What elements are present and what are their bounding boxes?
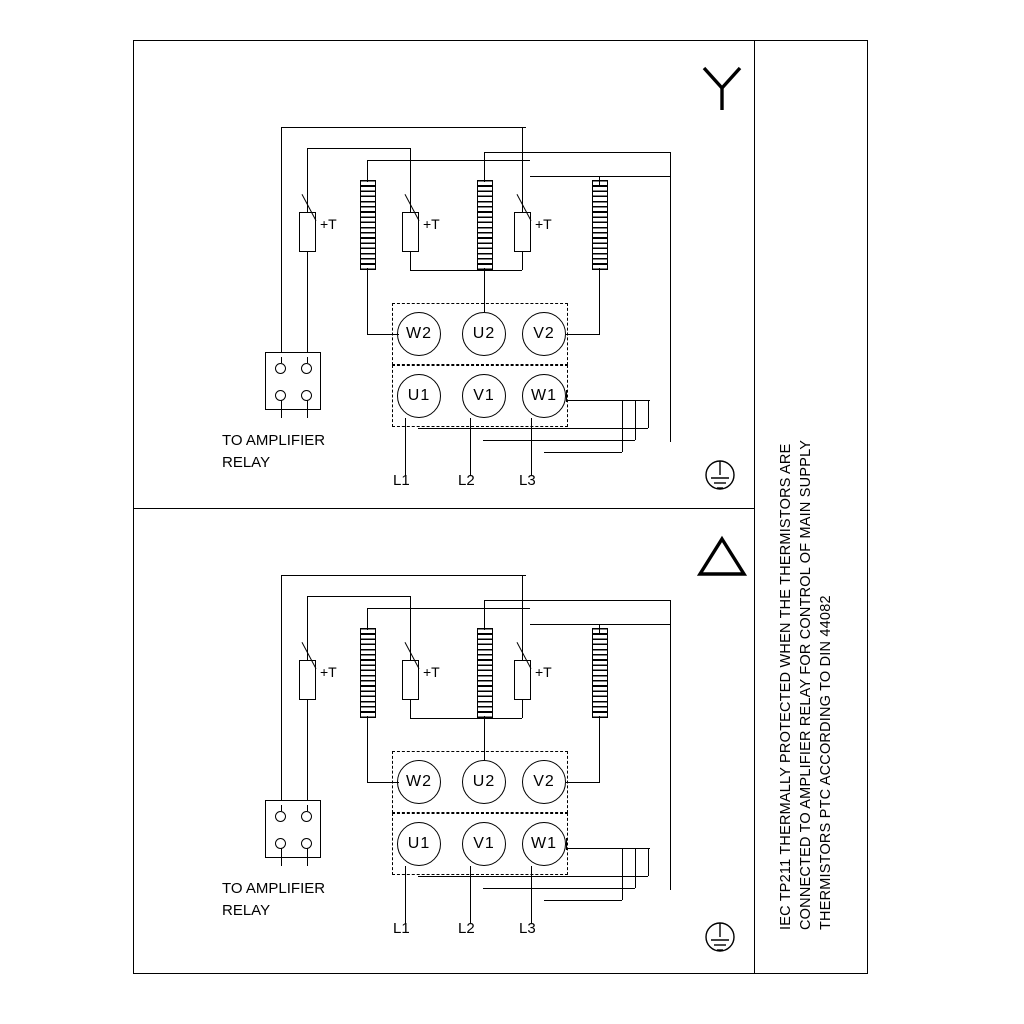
thermistor-lead-1a [307,148,308,213]
coil1-top-link [367,160,530,161]
thermistor-link-2-3 [410,718,522,719]
supply-label-l3: L3 [519,920,536,937]
terminal-v1[interactable]: V1 [462,374,506,418]
supply-label-l1: L1 [393,472,410,489]
bus-wire-1 [418,876,648,877]
delta-symbol-icon [696,534,748,578]
terminal-u1[interactable]: U1 [397,374,441,418]
thermistor-lead-2b [410,700,411,718]
amplifier-text-line2: RELAY [222,902,271,919]
terminal-w2[interactable]: W2 [397,312,441,356]
terminal-w1[interactable]: W1 [522,374,566,418]
bus-top-link [566,848,650,849]
connector-lead-2 [307,357,308,363]
bus-riser-2 [635,400,636,440]
connector-lead-4 [307,848,308,866]
thermistor-ptc-2 [402,212,419,252]
connector-lead-4 [307,400,308,418]
thermistor-link-2-3 [410,270,522,271]
thermistor-label-3: +T [535,216,552,232]
thermistor-label-3: +T [535,664,552,680]
winding-coil-2 [477,628,493,718]
connector-lead-3 [281,400,282,418]
terminal-v2[interactable]: V2 [522,312,566,356]
connector-pin-2 [301,811,312,822]
note-line-3: THERMISTORS PTC ACCORDING TO DIN 44082 [818,595,834,930]
coil3-top-link [530,624,670,625]
l3-lead [531,418,532,476]
earth-symbol-icon [700,458,740,494]
thermistor-label-2: +T [423,664,440,680]
winding-coil-1 [360,628,376,718]
connector-lead-1 [281,357,282,363]
coil1-top-link [367,608,530,609]
thermistor-chain-top-wire [281,127,526,128]
thermistor-ptc-2 [402,660,419,700]
terminal-v1[interactable]: V1 [462,822,506,866]
thermistor-lead-3b [522,252,523,270]
terminal-w1[interactable]: W1 [522,822,566,866]
coil2-top-link [484,152,670,153]
amplifier-connector-block[interactable] [265,352,321,410]
thermistor-lead-1b [307,252,308,357]
coil3-to-v2 [566,334,600,335]
winding-coil-3 [592,180,608,270]
l3-lead [531,866,532,924]
thermistor-link-1-2 [307,148,411,149]
bus-riser-1 [648,400,649,428]
thermistor-lead-2a [410,148,411,213]
supply-label-l2: L2 [458,472,475,489]
note-column [754,40,868,974]
bus-wire-2 [483,440,635,441]
star-symbol-icon [698,62,746,114]
thermistor-lead-1a [307,596,308,661]
terminal-w2[interactable]: W2 [397,760,441,804]
coil1-to-w2 [367,334,399,335]
coil1-bottom-lead [367,268,368,334]
l1-lead [405,866,406,924]
coil1-bottom-lead [367,716,368,782]
coil3-bottom-lead [599,268,600,334]
connector-pin-1 [275,811,286,822]
winding-coil-1 [360,180,376,270]
thermistor-ptc-3 [514,660,531,700]
coil3-bottom-lead [599,716,600,782]
earth-symbol-icon [700,920,740,956]
supply-label-l1: L1 [393,920,410,937]
coil3-right-rail [670,600,671,890]
thermistor-chain-top-wire [281,575,526,576]
amplifier-text-line1: TO AMPLIFIER [222,880,326,897]
terminal-u2[interactable]: U2 [462,760,506,804]
bus-wire-2 [483,888,635,889]
amplifier-text-line2: RELAY [222,454,271,471]
connector-lead-1 [281,805,282,811]
thermistor-chain-left-wire [281,575,282,805]
thermistor-lead-3a [522,127,523,213]
connector-lead-3 [281,848,282,866]
thermistor-label-2: +T [423,216,440,232]
coil1-top-lead [367,160,368,182]
thermistor-chain-left-wire [281,127,282,357]
coil2-top-lead [484,152,485,182]
bus-top-link [566,400,650,401]
coil2-top-link [484,600,670,601]
panel-divider [133,508,754,509]
l1-lead [405,418,406,476]
bus-riser-2 [635,848,636,888]
thermistor-lead-2b [410,252,411,270]
bus-wire-3 [544,900,622,901]
thermistor-lead-1b [307,700,308,805]
thermistor-lead-3a [522,575,523,661]
coil2-top-lead [484,600,485,630]
bus-riser-3 [622,400,623,452]
coil3-top-lead [599,176,600,186]
terminal-u2[interactable]: U2 [462,312,506,356]
thermistor-ptc-3 [514,212,531,252]
connector-lead-2 [307,805,308,811]
terminal-v2[interactable]: V2 [522,760,566,804]
coil2-bottom-lead [484,268,485,312]
thermistor-lead-2a [410,596,411,661]
terminal-u1[interactable]: U1 [397,822,441,866]
supply-label-l3: L3 [519,472,536,489]
thermistor-label-1: +T [320,216,337,232]
connector-pin-2 [301,363,312,374]
amplifier-text-line1: TO AMPLIFIER [222,432,326,449]
note-line-1: IEC TP211 THERMALLY PROTECTED WHEN THE THERMISTORS ARE [778,443,794,930]
note-line-2: CONNECTED TO AMPLIFIER RELAY FOR CONTROL OF MAIN SUPPLY [798,439,814,930]
l2-lead [470,418,471,476]
thermistor-lead-3b [522,700,523,718]
thermistor-link-1-2 [307,596,411,597]
l2-lead [470,866,471,924]
amplifier-connector-block[interactable] [265,800,321,858]
bus-to-w1 [566,838,567,850]
coil1-to-w2 [367,782,399,783]
bus-riser-3 [622,848,623,900]
thermistor-ptc-1 [299,212,316,252]
winding-coil-3 [592,628,608,718]
coil1-top-lead [367,608,368,630]
thermistor-ptc-1 [299,660,316,700]
bus-riser-1 [648,848,649,876]
bus-wire-3 [544,452,622,453]
thermistor-label-1: +T [320,664,337,680]
coil3-to-v2 [566,782,600,783]
coil3-top-link [530,176,670,177]
bus-to-w1 [566,390,567,402]
winding-coil-2 [477,180,493,270]
supply-label-l2: L2 [458,920,475,937]
coil2-bottom-lead [484,716,485,760]
bus-wire-1 [418,428,648,429]
coil3-top-lead [599,624,600,634]
coil3-right-rail [670,152,671,442]
connector-pin-1 [275,363,286,374]
